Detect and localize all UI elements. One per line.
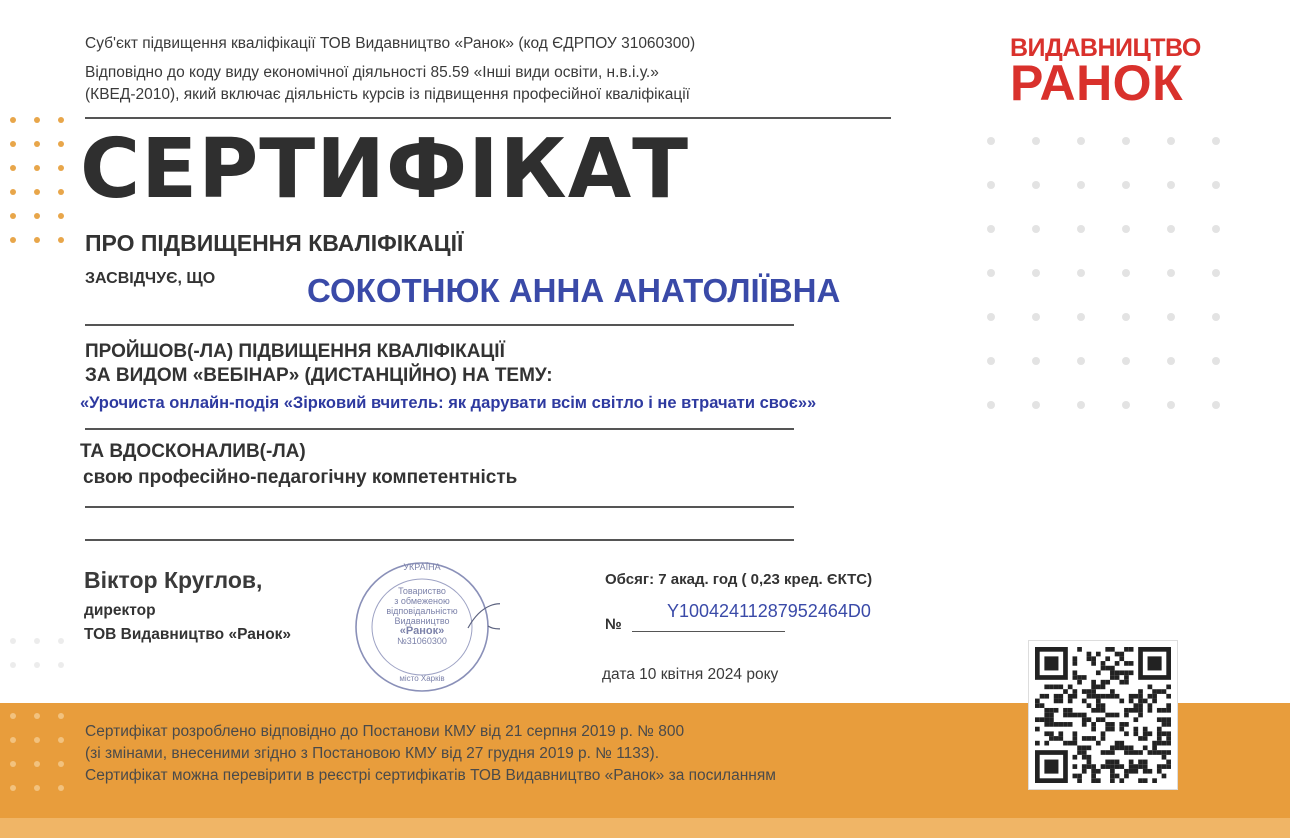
signatory-org: ТОВ Видавництво «Ранок» <box>84 626 292 643</box>
passed-line-2: ЗА ВИДОМ «ВЕБІНАР» (ДИСТАНЦІЙНО) НА ТЕМУ: <box>85 365 553 386</box>
footer-line-2: (зі змінами, внесеними згідно з Постановою КМУ від 27 грудня 2019 р. № 1133). <box>85 745 660 762</box>
volume-hours: Обсяг: 7 акад. год ( 0,23 кред. ЄКТС) <box>605 571 873 588</box>
stamp-line-5: «Ранок» <box>399 625 445 637</box>
logo-main-text: РАНОК <box>1010 55 1184 111</box>
header-line-1: Суб'єкт підвищення кваліфікації ТОВ Видавництво «Ранок» (код ЄДРПОУ 31060300) <box>85 35 696 52</box>
logo-top-text: ВИДАВНИЦТВО <box>1010 34 1201 62</box>
verification-qr[interactable] <box>1028 640 1178 790</box>
stamp-ring-text: УКРАЇНА <box>403 562 441 572</box>
header-line-3: (КВЕД-2010), який включає діяльність курсів із підвищення професійної кваліфікації <box>85 86 690 103</box>
webinar-topic: «Урочиста онлайн-подія «Зірковий вчитель: як дарувати всім світло і не втрачати своє»» <box>80 394 817 412</box>
orange-dot-pattern <box>10 117 64 243</box>
stamp-line-1: Товариство <box>398 586 446 596</box>
footer-dot-pattern <box>10 713 64 791</box>
passed-line-1: ПРОЙШОВ(-ЛА) ПІДВИЩЕННЯ КВАЛІФІКАЦІЇ <box>85 341 505 362</box>
header-line-2: Відповідно до коду виду економічної діяльності 85.59 «Інші види освіти, н.в.і.у.» <box>85 64 659 81</box>
publisher-logo <box>1010 34 1201 111</box>
qr-code-icon <box>1035 647 1171 783</box>
stamp-line-3: відповідальністю <box>386 606 458 616</box>
stamp-line-2: з обмеженою <box>394 596 450 606</box>
footer-line-1: Сертифікат розроблено відповідно до Постанови КМУ від 21 серпня 2019 р. № 800 <box>85 723 685 740</box>
footer-line-3: Сертифікат можна перевірити в реєстрі сертифікатів ТОВ Видавництво «Ранок» за посиланням <box>85 767 776 784</box>
certificate-subtitle: ПРО ПІДВИЩЕННЯ КВАЛІФІКАЦІЇ <box>85 230 464 256</box>
topic-underline <box>85 428 794 430</box>
certificate-number: Y10042411287952464D0 <box>667 601 871 621</box>
number-underline <box>632 631 785 632</box>
certificate-title: СЕРТИФІКАТ <box>80 122 690 217</box>
stamp-line-4: Видавництво <box>394 616 450 626</box>
gray-dot-pattern <box>987 137 1220 409</box>
lower-gray-dot-pattern <box>10 638 64 668</box>
recipient-underline <box>85 324 794 326</box>
stamp-line-6: №31060300 <box>397 636 447 646</box>
blank-underline <box>85 539 794 541</box>
competence-underline <box>85 506 794 508</box>
signatory-name: Віктор Круглов, <box>84 567 263 593</box>
stamp-bottom-text: місто Харків <box>399 674 445 683</box>
recipient-name: СОКОТНЮК АННА АНАТОЛІЇВНА <box>307 272 841 309</box>
footer-bottom-strip <box>0 818 1290 838</box>
certifies-label: ЗАСВІДЧУЄ, ЩО <box>85 270 216 287</box>
issue-date: дата 10 квітня 2024 року <box>602 666 779 683</box>
improved-line-1: ТА ВДОСКОНАЛИВ(-ЛА) <box>80 441 306 462</box>
signatory-role: директор <box>84 602 156 619</box>
header-divider <box>85 117 891 119</box>
official-stamp <box>350 556 500 698</box>
improved-line-2: свою професійно-педагогічну компетентність <box>83 467 518 488</box>
number-label: № <box>605 616 622 633</box>
